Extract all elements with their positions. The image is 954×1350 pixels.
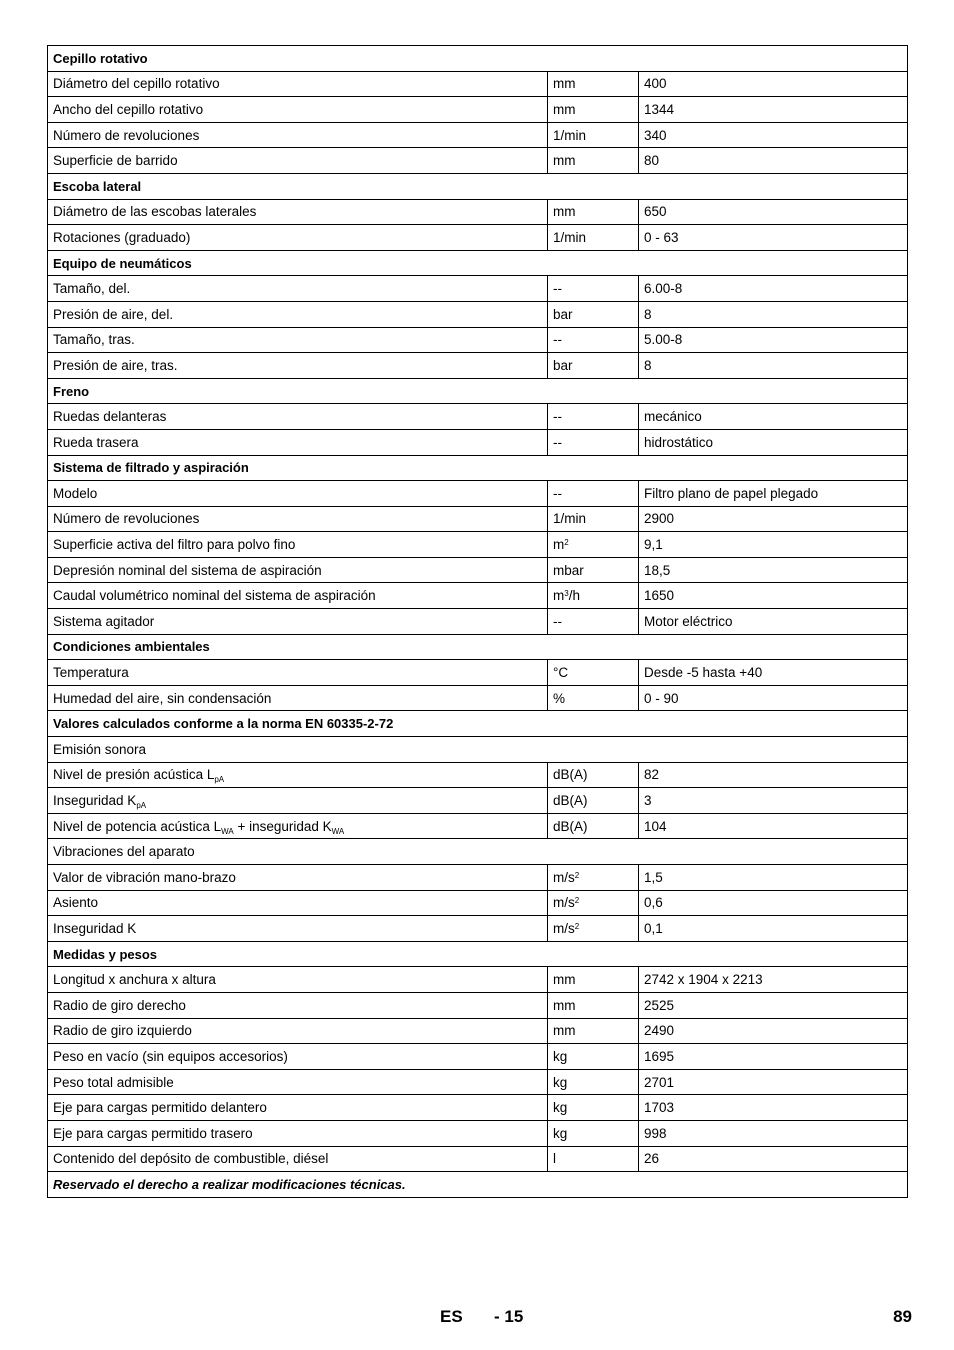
table-row bbox=[48, 429, 908, 455]
text-segment: Superficie activa del filtro para polvo fino bbox=[53, 537, 296, 553]
row-value: 80 bbox=[639, 148, 908, 174]
row-value: 1703 bbox=[639, 1095, 908, 1121]
row-value: 2525 bbox=[639, 992, 908, 1018]
table-row bbox=[48, 762, 908, 788]
text-segment: bar bbox=[553, 306, 573, 322]
text-segment: 1/min bbox=[553, 127, 587, 143]
row-unit bbox=[548, 609, 639, 635]
section-header-row bbox=[48, 173, 908, 199]
section-header-row bbox=[48, 711, 908, 737]
row-label bbox=[48, 634, 908, 660]
text-segment: Depresión nominal del sistema de aspiración bbox=[53, 562, 322, 578]
table-row bbox=[48, 301, 908, 327]
row-value: 340 bbox=[639, 122, 908, 148]
row-value: 2490 bbox=[639, 1018, 908, 1044]
row-label bbox=[48, 1095, 548, 1121]
table-row bbox=[48, 1120, 908, 1146]
text-segment: Diámetro del cepillo rotativo bbox=[53, 76, 220, 92]
text-segment: % bbox=[553, 690, 566, 706]
row-unit bbox=[548, 967, 639, 993]
row-label bbox=[48, 1146, 548, 1172]
row-label bbox=[48, 71, 548, 97]
note-row bbox=[48, 1172, 908, 1198]
row-value: mecánico bbox=[639, 404, 908, 430]
row-label bbox=[48, 378, 908, 404]
row-unit bbox=[548, 916, 639, 942]
text-segment: Rueda trasera bbox=[53, 434, 139, 450]
superscript: 3 bbox=[564, 589, 569, 599]
text-segment: Nivel de potencia acústica L bbox=[53, 818, 222, 834]
row-value: 8 bbox=[639, 353, 908, 379]
row-value: 5.00-8 bbox=[639, 327, 908, 353]
subscript: WA bbox=[331, 826, 345, 836]
table-row bbox=[48, 1018, 908, 1044]
row-unit bbox=[548, 557, 639, 583]
text-segment: mm bbox=[553, 1023, 576, 1039]
row-unit bbox=[548, 199, 639, 225]
row-label bbox=[48, 173, 908, 199]
text-segment: Modelo bbox=[53, 485, 98, 501]
text-segment: Vibraciones del aparato bbox=[53, 844, 195, 860]
row-value: 8 bbox=[639, 301, 908, 327]
row-label bbox=[48, 353, 548, 379]
text-segment: -- bbox=[553, 332, 562, 348]
table-row bbox=[48, 97, 908, 123]
text-segment: 1/min bbox=[553, 229, 587, 245]
section-header-row bbox=[48, 46, 908, 72]
row-unit bbox=[548, 481, 639, 507]
text-segment: Presión de aire, del. bbox=[53, 306, 174, 322]
text-segment: bar bbox=[553, 357, 573, 373]
text-segment: Caudal volumétrico nominal del sistema de aspiración bbox=[53, 588, 376, 604]
text-segment: Tamaño, del. bbox=[53, 281, 131, 297]
subscript: pA bbox=[214, 775, 225, 785]
section-header-row bbox=[48, 250, 908, 276]
text-segment: m bbox=[553, 537, 565, 553]
table-row bbox=[48, 916, 908, 942]
text-segment: Freno bbox=[53, 383, 90, 399]
text-segment: mm bbox=[553, 204, 576, 220]
row-value: 1650 bbox=[639, 583, 908, 609]
text-segment: Medidas y pesos bbox=[53, 946, 158, 962]
row-label bbox=[48, 46, 908, 72]
table-row bbox=[48, 839, 908, 865]
row-unit bbox=[548, 583, 639, 609]
row-label bbox=[48, 327, 548, 353]
row-unit bbox=[548, 404, 639, 430]
text-segment: Superficie de barrido bbox=[53, 153, 178, 169]
row-value: 2742 x 1904 x 2213 bbox=[639, 967, 908, 993]
section-header-row bbox=[48, 378, 908, 404]
row-label bbox=[48, 865, 548, 891]
row-unit bbox=[548, 429, 639, 455]
text-segment: Contenido del depósito de combustible, diésel bbox=[53, 1151, 329, 1167]
row-unit bbox=[548, 225, 639, 251]
table-row bbox=[48, 660, 908, 686]
table-row bbox=[48, 276, 908, 302]
row-label bbox=[48, 122, 548, 148]
table-row bbox=[48, 353, 908, 379]
row-label bbox=[48, 1018, 548, 1044]
technical-data-table bbox=[47, 45, 908, 1198]
row-value: 0,6 bbox=[639, 890, 908, 916]
text-segment: m/s bbox=[553, 920, 575, 936]
row-unit bbox=[548, 1018, 639, 1044]
table-row bbox=[48, 1146, 908, 1172]
row-label bbox=[48, 532, 548, 558]
text-segment: Radio de giro derecho bbox=[53, 997, 186, 1013]
row-label bbox=[48, 967, 548, 993]
text-segment: Escoba lateral bbox=[53, 178, 142, 194]
row-unit bbox=[548, 301, 639, 327]
row-value: 998 bbox=[639, 1120, 908, 1146]
table-row bbox=[48, 481, 908, 507]
text-segment: mm bbox=[553, 101, 576, 117]
row-unit bbox=[548, 122, 639, 148]
text-segment: Sistema agitador bbox=[53, 613, 155, 629]
row-unit bbox=[548, 1120, 639, 1146]
row-value: 82 bbox=[639, 762, 908, 788]
text-segment: 1/min bbox=[553, 511, 587, 527]
text-segment: l bbox=[553, 1151, 556, 1167]
row-value: 26 bbox=[639, 1146, 908, 1172]
row-label bbox=[48, 404, 548, 430]
text-segment: Eje para cargas permitido delantero bbox=[53, 1100, 267, 1116]
row-unit bbox=[548, 788, 639, 814]
text-segment: m/s bbox=[553, 869, 575, 885]
text-segment: Número de revoluciones bbox=[53, 511, 200, 527]
row-value: 2701 bbox=[639, 1069, 908, 1095]
row-label bbox=[48, 1120, 548, 1146]
table-row bbox=[48, 122, 908, 148]
row-label bbox=[48, 1069, 548, 1095]
text-segment: °C bbox=[553, 665, 569, 681]
table-row bbox=[48, 890, 908, 916]
superscript: 2 bbox=[574, 921, 580, 931]
row-unit bbox=[548, 532, 639, 558]
row-label bbox=[48, 1172, 908, 1198]
row-value: 0,1 bbox=[639, 916, 908, 942]
footer-page-number: 89 bbox=[893, 1307, 912, 1326]
row-label bbox=[48, 301, 548, 327]
text-segment: Inseguridad K bbox=[53, 793, 137, 809]
row-unit bbox=[548, 660, 639, 686]
row-label bbox=[48, 609, 548, 635]
row-label bbox=[48, 225, 548, 251]
text-segment: -- bbox=[553, 281, 562, 297]
table-row bbox=[48, 506, 908, 532]
text-segment: Ancho del cepillo rotativo bbox=[53, 101, 204, 117]
row-value: 18,5 bbox=[639, 557, 908, 583]
row-value: 3 bbox=[639, 788, 908, 814]
row-label bbox=[48, 506, 548, 532]
text-segment: mm bbox=[553, 972, 576, 988]
superscript: 2 bbox=[574, 870, 580, 880]
footer-section-page: - 15 bbox=[494, 1307, 524, 1326]
row-label bbox=[48, 481, 548, 507]
row-value: Desde -5 hasta +40 bbox=[639, 660, 908, 686]
table-row bbox=[48, 609, 908, 635]
text-segment: Ruedas delanteras bbox=[53, 409, 167, 425]
row-value: 1695 bbox=[639, 1044, 908, 1070]
text-segment: Nivel de presión acústica L bbox=[53, 767, 215, 783]
text-segment: Tamaño, tras. bbox=[53, 332, 135, 348]
text-segment: kg bbox=[553, 1100, 568, 1116]
table-row bbox=[48, 813, 908, 839]
row-label bbox=[48, 839, 908, 865]
text-segment: Reservado el derecho a realizar modificaciones técnicas. bbox=[53, 1176, 406, 1192]
text-segment: Diámetro de las escobas laterales bbox=[53, 204, 257, 220]
table-row bbox=[48, 148, 908, 174]
text-segment: + inseguridad K bbox=[233, 818, 332, 834]
row-unit bbox=[548, 506, 639, 532]
text-segment: Condiciones ambientales bbox=[53, 639, 210, 655]
table-row bbox=[48, 992, 908, 1018]
row-unit bbox=[548, 865, 639, 891]
row-label bbox=[48, 788, 548, 814]
table-row bbox=[48, 327, 908, 353]
row-label bbox=[48, 916, 548, 942]
text-segment: kg bbox=[553, 1074, 568, 1090]
section-header-row bbox=[48, 634, 908, 660]
text-segment: mm bbox=[553, 997, 576, 1013]
text-segment: Rotaciones (graduado) bbox=[53, 229, 191, 245]
table-body bbox=[48, 46, 908, 1198]
subscript: pA bbox=[136, 801, 147, 811]
row-label bbox=[48, 890, 548, 916]
row-unit bbox=[548, 762, 639, 788]
row-label bbox=[48, 250, 908, 276]
row-value: 650 bbox=[639, 199, 908, 225]
row-unit bbox=[548, 97, 639, 123]
row-value: 2900 bbox=[639, 506, 908, 532]
row-unit bbox=[548, 890, 639, 916]
row-label bbox=[48, 762, 548, 788]
row-value: 6.00-8 bbox=[639, 276, 908, 302]
table-row bbox=[48, 557, 908, 583]
text-segment: Número de revoluciones bbox=[53, 127, 200, 143]
text-segment: mbar bbox=[553, 562, 584, 578]
text-segment: Emisión sonora bbox=[53, 741, 147, 757]
row-unit bbox=[548, 1044, 639, 1070]
row-label bbox=[48, 276, 548, 302]
row-label bbox=[48, 941, 908, 967]
table-row bbox=[48, 532, 908, 558]
text-segment: m bbox=[553, 588, 565, 604]
table-row bbox=[48, 199, 908, 225]
row-value: 1344 bbox=[639, 97, 908, 123]
table-row bbox=[48, 865, 908, 891]
text-segment: Eje para cargas permitido trasero bbox=[53, 1125, 253, 1141]
text-segment: Humedad del aire, sin condensación bbox=[53, 690, 272, 706]
row-value: 9,1 bbox=[639, 532, 908, 558]
row-unit bbox=[548, 1095, 639, 1121]
section-header-row bbox=[48, 455, 908, 481]
text-segment: kg bbox=[553, 1048, 568, 1064]
text-segment: Inseguridad K bbox=[53, 920, 137, 936]
footer-language: ES bbox=[440, 1307, 463, 1326]
text-segment: -- bbox=[553, 434, 562, 450]
section-header-row bbox=[48, 941, 908, 967]
row-unit bbox=[548, 813, 639, 839]
row-value: 0 - 63 bbox=[639, 225, 908, 251]
text-segment: dB(A) bbox=[553, 767, 588, 783]
table-row bbox=[48, 1095, 908, 1121]
row-value: 104 bbox=[639, 813, 908, 839]
superscript: 2 bbox=[574, 896, 580, 906]
row-unit bbox=[548, 992, 639, 1018]
row-unit bbox=[548, 1069, 639, 1095]
row-label bbox=[48, 737, 908, 763]
row-unit bbox=[548, 1146, 639, 1172]
table-row bbox=[48, 685, 908, 711]
row-unit bbox=[548, 327, 639, 353]
text-segment: -- bbox=[553, 409, 562, 425]
table-row bbox=[48, 737, 908, 763]
text-segment: m/s bbox=[553, 895, 575, 911]
row-value: Filtro plano de papel plegado bbox=[639, 481, 908, 507]
text-segment: Asiento bbox=[53, 895, 99, 911]
text-segment: dB(A) bbox=[553, 793, 588, 809]
row-value: 0 - 90 bbox=[639, 685, 908, 711]
table-row bbox=[48, 225, 908, 251]
row-label bbox=[48, 660, 548, 686]
text-segment: Valores calculados conforme a la norma EN 60335-2-72 bbox=[53, 716, 394, 732]
table-row bbox=[48, 788, 908, 814]
row-label bbox=[48, 583, 548, 609]
text-segment: dB(A) bbox=[553, 818, 588, 834]
text-segment: Equipo de neumáticos bbox=[53, 255, 192, 271]
row-unit bbox=[548, 353, 639, 379]
subscript: WA bbox=[221, 826, 234, 836]
text-segment: -- bbox=[553, 485, 562, 501]
text-segment: /h bbox=[568, 588, 580, 604]
text-segment: kg bbox=[553, 1125, 568, 1141]
table-row bbox=[48, 1044, 908, 1070]
row-value: 1,5 bbox=[639, 865, 908, 891]
row-label bbox=[48, 429, 548, 455]
row-label bbox=[48, 148, 548, 174]
row-label bbox=[48, 455, 908, 481]
row-unit bbox=[548, 685, 639, 711]
row-value: Motor eléctrico bbox=[639, 609, 908, 635]
text-segment: Sistema de filtrado y aspiración bbox=[53, 460, 249, 476]
text-segment: Peso total admisible bbox=[53, 1074, 174, 1090]
row-label bbox=[48, 813, 548, 839]
text-segment: Radio de giro izquierdo bbox=[53, 1023, 192, 1039]
row-label bbox=[48, 992, 548, 1018]
row-unit bbox=[548, 71, 639, 97]
row-label bbox=[48, 1044, 548, 1070]
row-value: hidrostático bbox=[639, 429, 908, 455]
row-label bbox=[48, 557, 548, 583]
text-segment: mm bbox=[553, 76, 576, 92]
table-row bbox=[48, 404, 908, 430]
row-label bbox=[48, 199, 548, 225]
table-row bbox=[48, 71, 908, 97]
row-label bbox=[48, 685, 548, 711]
table-row bbox=[48, 967, 908, 993]
text-segment: Presión de aire, tras. bbox=[53, 357, 178, 373]
row-value: 400 bbox=[639, 71, 908, 97]
text-segment: Cepillo rotativo bbox=[53, 50, 148, 66]
superscript: 2 bbox=[564, 538, 569, 548]
text-segment: mm bbox=[553, 153, 576, 169]
text-segment: Temperatura bbox=[53, 665, 129, 681]
row-label bbox=[48, 97, 548, 123]
text-segment: Valor de vibración mano-brazo bbox=[53, 869, 236, 885]
text-segment: Peso en vacío (sin equipos accesorios) bbox=[53, 1048, 288, 1064]
row-unit bbox=[548, 276, 639, 302]
text-segment: Longitud x anchura x altura bbox=[53, 972, 216, 988]
table-row bbox=[48, 583, 908, 609]
table-row bbox=[48, 1069, 908, 1095]
text-segment: -- bbox=[553, 613, 562, 629]
row-label bbox=[48, 711, 908, 737]
row-unit bbox=[548, 148, 639, 174]
